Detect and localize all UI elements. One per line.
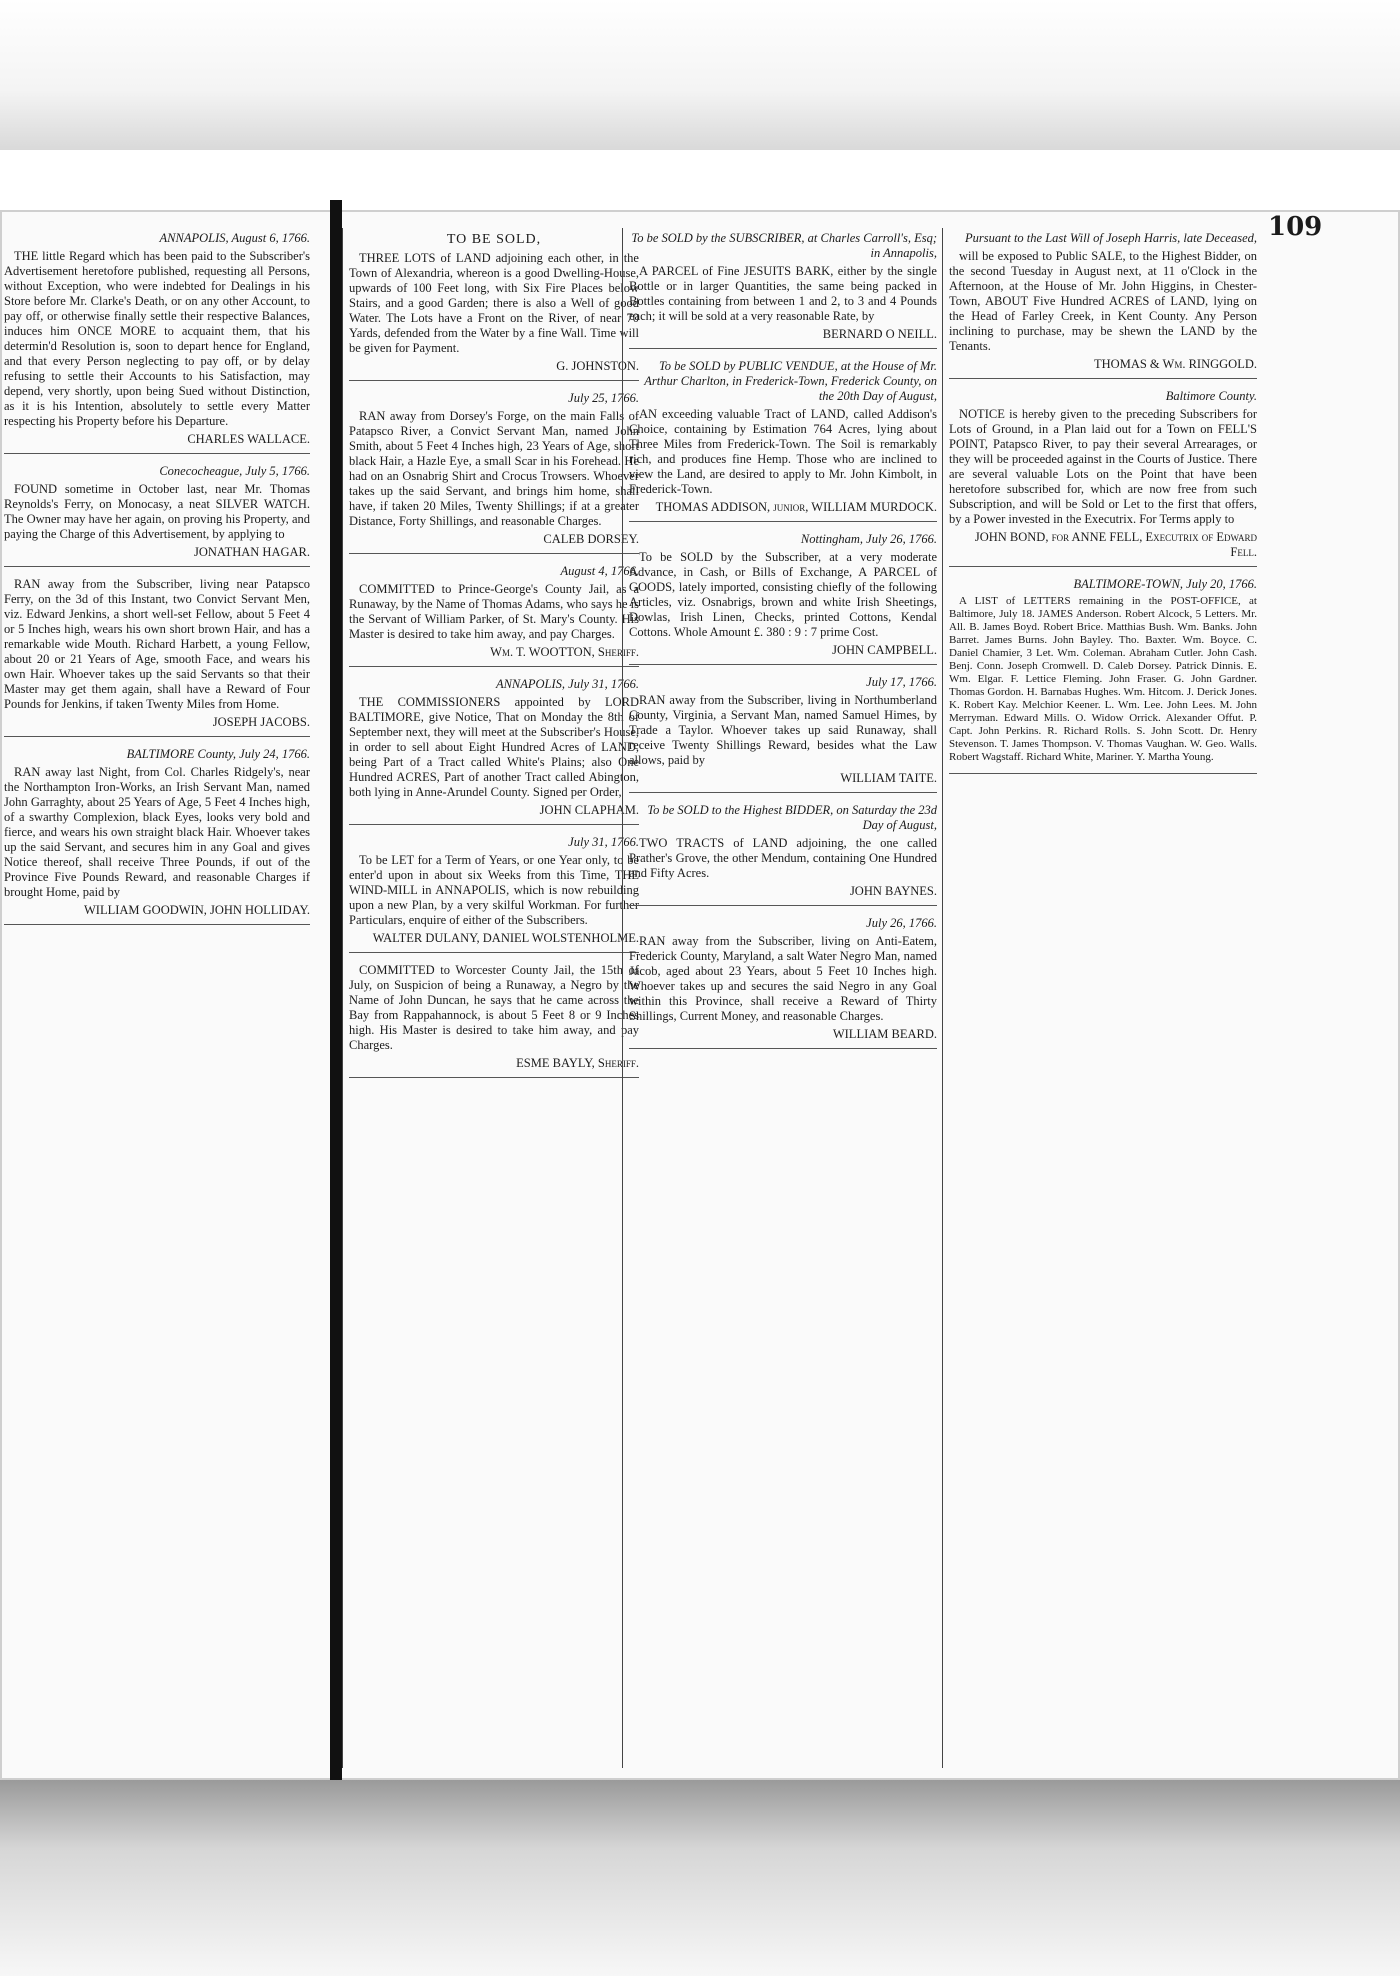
advertisement xyxy=(949,231,1257,379)
ad-body: RAN away from the Subscriber, living in Northumberland County, Virginia, a Servant Man, named Samuel Himes, by Trade a Taylor. Whoever takes up said Runaway, shall receive Twenty Shillings Reward, besides what the Law allows, paid by xyxy=(629,693,937,767)
ad-signature: JOHN CLAPHAM. xyxy=(539,803,639,817)
ad-signature: JOSEPH JACOBS. xyxy=(212,715,310,729)
ad-dateline: BALTIMORE-TOWN, July 20, 1766. xyxy=(1073,577,1257,591)
ad-body: A LIST of LETTERS remaining in the POST-OFFICE, at Baltimore, July 18. JAMES Anderson. Robert Alcock, 5 Letters. Mr. All. B. James Boyd. Robert Brice. Matthias Bush. Wm. Banks. John Barret. James Burns. John Bayley. Tho. Baxter. Wm. Boyce. C. Daniel Chamier, 3 Let. Wm. Coleman. Abraham Cutler. John Cash. Benj. Conn. Joseph Cromwell. D. Caleb Dorsey. Patrick Dinnis. E. Wm. Elgar. F. Lettice Fleming. John Fraser. G. John Gardner. Thomas Gordon. H. Barnabas Hughes. Wm. Hitcom. J. Derick Jones. K. Robert Kay. Melchior Keener. L. Wm. Lee. John Lees. M. John Merryman. Edward Mills. O. Widow Orrick. Alexander Offut. P. Capt. John Perkins. R. Richard Rolls. S. John Scott. Dr. Henry Stevenson. T. James Thompson. V. Thomas Vaughan. W. Geo. Walls. Robert Wagstaff. Richard White, Mariner. Y. Martha Young. xyxy=(949,595,1257,763)
advertisement xyxy=(349,835,639,953)
ad-dateline: Pursuant to the Last Will of Joseph Harris, late Deceased, xyxy=(965,231,1257,245)
ad-signature: G. JOHNSTON. xyxy=(556,359,639,373)
advertisement xyxy=(349,677,639,825)
ad-dateline: Baltimore County. xyxy=(1165,389,1257,403)
ad-body: A PARCEL of Fine JESUITS BARK, either by the single Bottle or in larger Quantities, the same being packed in Bottles containing from between 1 and 2, to 3 and 4 Pounds each; it will be sold at a very reasonable Rate, by xyxy=(629,264,937,323)
ad-signature: CALEB DORSEY. xyxy=(543,532,639,546)
ad-dateline: July 31, 1766. xyxy=(568,835,639,849)
ad-body: COMMITTED to Prince-George's County Jail, as a Runaway, by the Name of Thomas Adams, who says he is the Servant of William Parker, of St. Mary's County. His Master is desired to take him away, and pay Charges. xyxy=(349,582,639,641)
ad-signature: JOHN BOND, for ANNE FELL, Executrix of Edward Fell. xyxy=(974,530,1257,559)
advertisement xyxy=(4,577,310,737)
ad-signature: ESME BAYLY, Sheriff. xyxy=(516,1056,639,1070)
ad-dateline: Conecocheague, July 5, 1766. xyxy=(159,464,310,478)
ad-body: THREE LOTS of LAND adjoining each other, in the Town of Alexandria, whereon is a good Dwelling-House, upwards of 100 Feet long, with Six Fire Places below Stairs, and a good Garden; there is also a Well of good Water. The Lots have a Front on the River, of near 70 Yards, defended from the Water by a fine Wall. Time will be given for Payment. xyxy=(349,251,639,355)
column-2 xyxy=(342,228,639,1768)
advertisement xyxy=(4,464,310,567)
advertisement xyxy=(629,231,937,349)
ad-body: THE little Regard which has been paid to the Subscriber's Advertisement heretofore published, requesting all Persons, without Exception, who were indebted for Dealings in his Store before Mr. Clarke's Death, or on any other Account, to pay off, or otherwise finally settle their respective Balances, induces him ONCE MORE to acquaint them, that his determin'd Resolution is, soon to depart hence for England, and that every Person neglecting to pay off, or by delay refusing to settle their Accounts to his Satisfaction, may depend, very shortly, upon being Sued without Distinction, as it is his Intention, absolutely to settle every Matter respecting his Property before his Departure. xyxy=(4,249,310,428)
ad-signature: JOHN BAYNES. xyxy=(849,884,937,898)
ad-signature: WILLIAM TAITE. xyxy=(840,771,937,785)
advertisement xyxy=(349,232,639,381)
ad-dateline: July 17, 1766. xyxy=(866,675,937,689)
ad-dateline: To be SOLD by the SUBSCRIBER, at Charles Carroll's, Esq; in Annapolis, xyxy=(631,231,937,260)
ad-signature: CHARLES WALLACE. xyxy=(187,432,310,446)
ad-dateline: July 25, 1766. xyxy=(568,391,639,405)
ad-dateline: To be SOLD by PUBLIC VENDUE, at the House of Mr. Arthur Charlton, in Frederick-Town, Frederick County, on the 20th Day of August, xyxy=(644,359,937,403)
ad-signature: Wm. T. WOOTTON, Sheriff. xyxy=(490,645,639,659)
advertisement xyxy=(349,963,639,1078)
ad-body: THE COMMISSIONERS appointed by LORD BALTIMORE, give Notice, That on Monday the 8th of September next, they will meet at the Subscriber's House, in order to sell about Eight Hundred Acres of LAND, being Part of a Tract called White's Plains; also One Hundred ACRES, Part of another Tract called Abington, both lying in Anne-Arundel County. Signed per Order, xyxy=(349,695,639,799)
ad-body: RAN away last Night, from Col. Charles Ridgely's, near the Northampton Iron-Works, an Irish Servant Man, named John Garraghty, about 25 Years of Age, 5 Feet 4 Inches high, of a swarthy Complexion, black Eyes, looks very bold and fierce, and wears his own straight black Hair. Whoever takes up the said Servant, and secures him in any Goal and gives Notice thereof, shall receive Three Pounds, if out of the Province Five Pounds Reward, and reasonable Charges if brought Home, paid by xyxy=(4,765,310,899)
advertisement xyxy=(629,675,937,793)
advertisement xyxy=(629,803,937,906)
ad-body: RAN away from the Subscriber, living near Patapsco Ferry, on the 3d of this Instant, two Convict Servant Men, viz. Edward Jenkins, a short well-set Fellow, about 5 Feet 4 or 5 Inches high, wears his own short brown Hair, and has a remarkable wide Mouth. Richard Harbett, a young Fellow, about 20 or 21 Years of Age, smooth Face, and wears his own Hair. Whoever takes up the said Servants so that their Master may get them again, shall have a Reward of Four Pounds for Jenkins, if taken Twenty Miles from Home. xyxy=(4,577,310,711)
ad-body: will be exposed to Public SALE, to the Highest Bidder, on the second Tuesday in August next, at 11 o'Clock in the Afternoon, at the House of Mr. John Higgins, in Chester-Town, ABOUT Five Hundred ACRES of LAND, lying on the Head of Farley Creek, in Kent County. Any Person inclining to purchase, may be shewn the LAND by the Tenants. xyxy=(949,249,1257,353)
advertisement xyxy=(4,231,310,454)
advertisement xyxy=(949,389,1257,567)
column-4 xyxy=(942,228,1257,1768)
advertisement xyxy=(349,391,639,554)
advertisement xyxy=(629,916,937,1049)
column-1 xyxy=(4,228,310,1768)
binding-gutter xyxy=(330,200,342,1790)
ad-signature: WALTER DULANY, DANIEL WOLSTENHOLME. xyxy=(372,931,639,945)
ad-dateline: July 26, 1766. xyxy=(866,916,937,930)
advertisement xyxy=(629,359,937,522)
ad-signature: JOHN CAMPBELL. xyxy=(832,643,937,657)
advertisement xyxy=(949,577,1257,774)
ad-body: COMMITTED to Worcester County Jail, the 15th of July, on Suspicion of being a Runaway, a Negro by the Name of John Duncan, he says that he came across the Bay from Rappahannock, is about 5 Feet 8 or 9 Inches high. His Master is desired to take him away, and pay Charges. xyxy=(349,963,639,1052)
ad-body: RAN away from Dorsey's Forge, on the main Falls of Patapsco River, a Convict Servant Man, named John Smith, about 5 Feet 4 Inches high, 23 Years of Age, short black Hair, a Hazle Eye, a small Scar in his Forehead. He had on an Osnabrig Shirt and Crocus Trowsers. Whoever takes up the said Servant, and brings him home, shall have, if taken 20 Miles, Twenty Shillings; if at a greater Distance, Forty Shillings, and reasonable Charges. xyxy=(349,409,639,528)
advertisement xyxy=(4,747,310,925)
ad-dateline: Nottingham, July 26, 1766. xyxy=(800,532,937,546)
ad-dateline: TO BE SOLD, xyxy=(446,232,542,247)
ad-body: TWO TRACTS of LAND adjoining, the one called Prather's Grove, the other Mendum, containing One Hundred and Fifty Acres. xyxy=(629,836,937,880)
ad-signature: WILLIAM BEARD. xyxy=(832,1027,937,1041)
advertisement xyxy=(349,564,639,667)
scan-bottom-shadow xyxy=(0,1780,1400,1976)
ad-dateline: ANNAPOLIS, July 31, 1766. xyxy=(495,677,639,691)
ad-dateline: August 4, 1766. xyxy=(560,564,639,578)
ad-signature: BERNARD O NEILL. xyxy=(822,327,937,341)
ad-body: To be LET for a Term of Years, or one Year only, to be enter'd upon in about six Weeks from this Time, THE WIND-MILL in ANNAPOLIS, which is now rebuilding upon a new Plan, by a very skilful Workman. For further Particulars, enquire of either of the Subscribers. xyxy=(349,853,639,927)
ad-dateline: To be SOLD to the Highest BIDDER, on Saturday the 23d Day of August, xyxy=(647,803,937,832)
ad-body: RAN away from the Subscriber, living on Anti-Eatem, Frederick County, Maryland, a salt Water Negro Man, named Jacob, aged about 23 Years, about 5 Feet 10 Inches high. Whoever takes up and secures the said Negro in any Goal within this Province, shall receive a Reward of Thirty Shillings, Current Money, and reasonable Charges. xyxy=(629,934,937,1023)
ad-dateline: ANNAPOLIS, August 6, 1766. xyxy=(159,231,310,245)
advertisement xyxy=(629,532,937,665)
ad-body: AN exceeding valuable Tract of LAND, called Addison's Choice, containing by Estimation 764 Acres, lying about Three Miles from Frederick-Town. The Soil is remarkably rich, and produces fine Hemp. Those who are inclined to view the Land, are desired to apply to Mr. John Kimbolt, in Frederick-Town. xyxy=(629,407,937,496)
page-number: 109 xyxy=(1268,212,1323,242)
ad-signature: JONATHAN HAGAR. xyxy=(194,545,310,559)
column-3 xyxy=(622,228,937,1768)
ad-body: To be SOLD by the Subscriber, at a very moderate Advance, in Cash, or Bills of Exchange, A PARCEL of GOODS, lately imported, consisting chiefly of the following Articles, viz. Osnabrigs, brown and white Irish Sheetings, Dowlas, Irish Linen, Checks, printed Cottons, Kendal Cottons. Whole Amount £. 380 : 9 : 7 prime Cost. xyxy=(629,550,937,639)
scan-top-margin xyxy=(0,0,1400,150)
ad-signature: WILLIAM GOODWIN, JOHN HOLLIDAY. xyxy=(83,903,310,917)
ad-signature: THOMAS & Wm. RINGGOLD. xyxy=(1094,357,1257,371)
ad-body: FOUND sometime in October last, near Mr. Thomas Reynolds's Ferry, on Monocasy, a neat SILVER WATCH. The Owner may have her again, on proving his Property, and paying the Charge of this Advertisement, by applying to xyxy=(4,482,310,541)
ad-signature: THOMAS ADDISON, junior, WILLIAM MURDOCK. xyxy=(655,500,937,514)
ad-body: NOTICE is hereby given to the preceding Subscribers for Lots of Ground, in a Plan laid out for a Town on FELL'S POINT, Patapsco River, to pay their several Arrearages, or they will be proceeded against in the Courts of Justice. There are several valuable Lots on the Point that have been heretofore subscribed for, which are now free from such Subscription, and will be Sold or Let to the first that offers, by a Power invested in the Executrix. For Terms apply to xyxy=(949,407,1257,526)
ad-dateline: BALTIMORE County, July 24, 1766. xyxy=(126,747,310,761)
